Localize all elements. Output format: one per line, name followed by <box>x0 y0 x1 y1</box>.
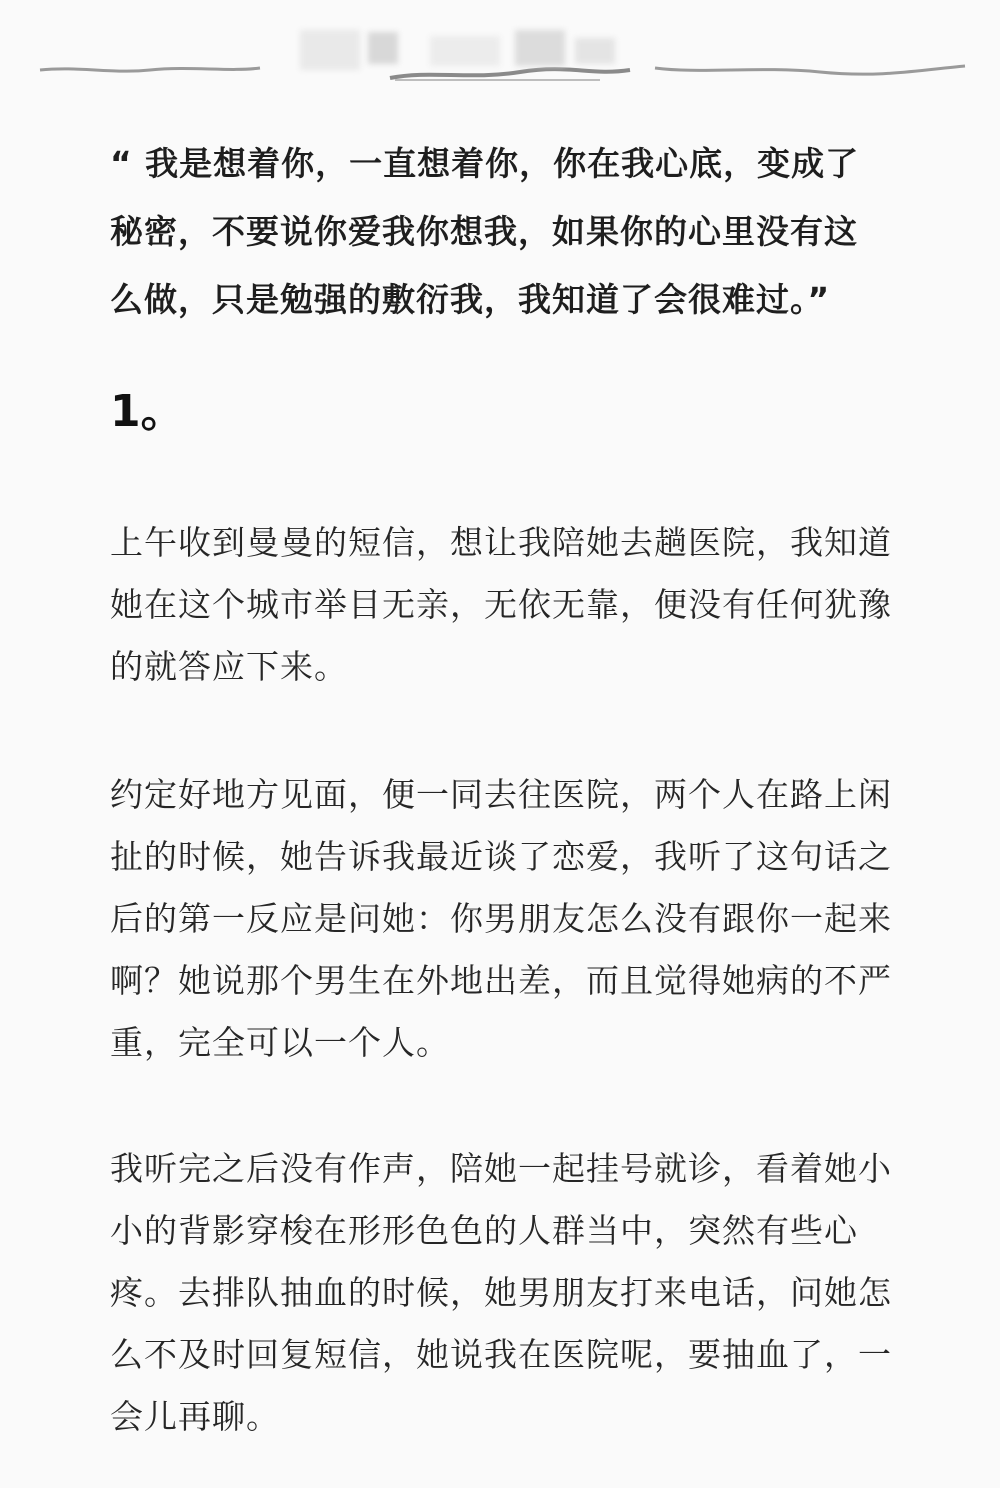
paragraph: 约定好地方见面，便一同去往医院，两个人在路上闲扯的时候，她告诉我最近谈了恋爱，我听了这句话之后的第一反应是问她：你男朋友怎么没有跟你一起来啊？她说那个男生在外地出差，而且觉得她病的不严重，完全可以一个人。 <box>110 775 892 1062</box>
blurred-header-block <box>515 30 565 66</box>
blurred-header-block <box>575 38 615 64</box>
torn-paper-header <box>0 0 1000 110</box>
blurred-header-block <box>430 36 500 66</box>
blurred-header-block <box>368 32 398 64</box>
paragraph: 上午收到曼曼的短信，想让我陪她去趟医院，我知道她在这个城市举目无亲，无依无靠，便没有任何犹豫的就答应下来。 <box>110 523 892 686</box>
opening-quote: “ 我是想着你，一直想着你，你在我心底，变成了秘密，不要说你爱我你想我，如果你的心里没有这么做，只是勉强的敷衍我，我知道了会很难过。” <box>110 144 860 319</box>
paragraph: 我听完之后没有作声，陪她一起挂号就诊，看着她小小的背影穿梭在形形色色的人群当中，突然有些心疼。去排队抽血的时候，她男朋友打来电话，问她怎么不及时回复短信，她说我在医院呢，要抽血了，一会儿再聊。 <box>110 1149 892 1436</box>
section-number: 1。 <box>110 386 185 437</box>
blurred-header-block <box>300 30 360 70</box>
torn-edge-decoration <box>0 0 1000 110</box>
